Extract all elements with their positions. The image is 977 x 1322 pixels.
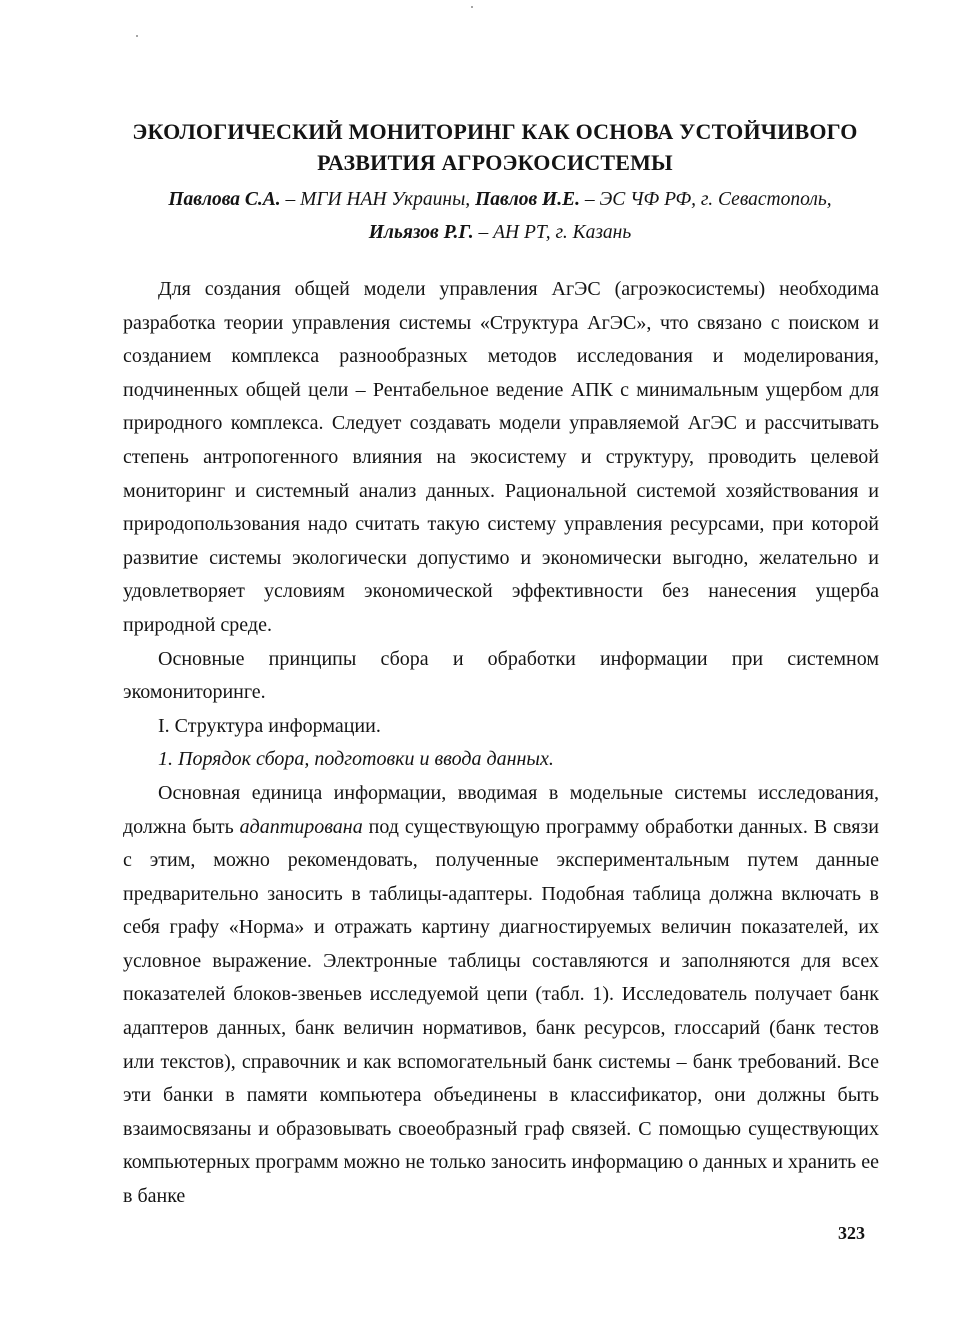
article-title (100, 116, 890, 178)
page-number: 323 (838, 1223, 865, 1243)
paragraph: Основные принципы сбора и обработки информации при системном экомониторинге. (123, 647, 879, 704)
author-name: Павлов И.Е. (475, 189, 580, 210)
scan-speck (471, 6, 473, 8)
author-name: Ильязов Р.Г. (368, 222, 474, 243)
title-line-1: ЭКОЛОГИЧЕСКИЙ МОНИТОРИНГ КАК ОСНОВА УСТОЙЧИВОГО (132, 119, 858, 144)
scan-speck (136, 35, 138, 37)
article-body (123, 273, 879, 1214)
authors-line-2 (110, 216, 890, 249)
paragraph (123, 777, 879, 1214)
authors-block (110, 183, 890, 249)
section-heading: I. Структура информации. (158, 714, 381, 737)
title-line-2: РАЗВИТИЯ АГРОЭКОСИСТЕМЫ (317, 150, 673, 175)
emphasis-text: адаптирована (239, 815, 363, 838)
author-name: Павлова С.А. (168, 189, 281, 210)
author-affiliation: – АН РТ, г. Казань (473, 222, 632, 243)
author-affiliation: – МГИ НАН Украины, (280, 189, 476, 210)
paragraph: Для создания общей модели управления АгЭС (агроэкосистемы) необходима разработка теории управления системы «Структура АгЭС», что связано с поиском и созданием комплекса разнообразных методов исследования и моделирования, подчиненных общей цели – Рентабельное ведение АПК с минимальным ущербом для природного комплекса. Следует создавать модели управляемой АгЭС и рассчитывать степень антропогенного влияния на экосистему и структуру, проводить целевой мониторинг и системный анализ данных. Рациональной системой хозяйствования и природопользования надо считать такую систему управления ресурсами, при которой развитие системы экологически допустимо и экономически выгодно, желательно и удовлетворяет условиям экономической эффективности без нанесения ущерба природной среде. (123, 278, 879, 636)
author-affiliation: – ЭС ЧФ РФ, г. Севастополь, (579, 189, 832, 210)
subsection-heading: 1. Порядок сбора, подготовки и ввода данных. (158, 748, 554, 771)
paragraph-text: Основная единица информации, вводимая в модельные системы исследования, должна быть (123, 781, 879, 838)
authors-line-1 (110, 183, 890, 216)
paragraph-text: под существующую программу обработки данных. В связи с этим, можно рекомендовать, полученные экспериментальным путем данные предварительно заносить в таблицы-адаптеры. Подобная таблица должна включать в себя графу «Норма» и отражать картину диагностируемых величин показателей, их условное выражение. Электронные таблицы составляются и заполняются для всех показателей блоков-звеньев исследуемой цепи (табл. 1). Исследователь получает банк адаптеров данных, банк величин нормативов, банк ресурсов, глоссарий (банк тестов или текстов), справочник и как вспомогательный банк системы – банк требований. Все эти банки в памяти компьютера объединены в классификатор, они должны быть взаимосвязаны и образовывать своеобразный граф связей. С помощью существующих компьютерных программ можно не только заносить информацию о данных и хранить ее в банке (123, 815, 880, 1208)
